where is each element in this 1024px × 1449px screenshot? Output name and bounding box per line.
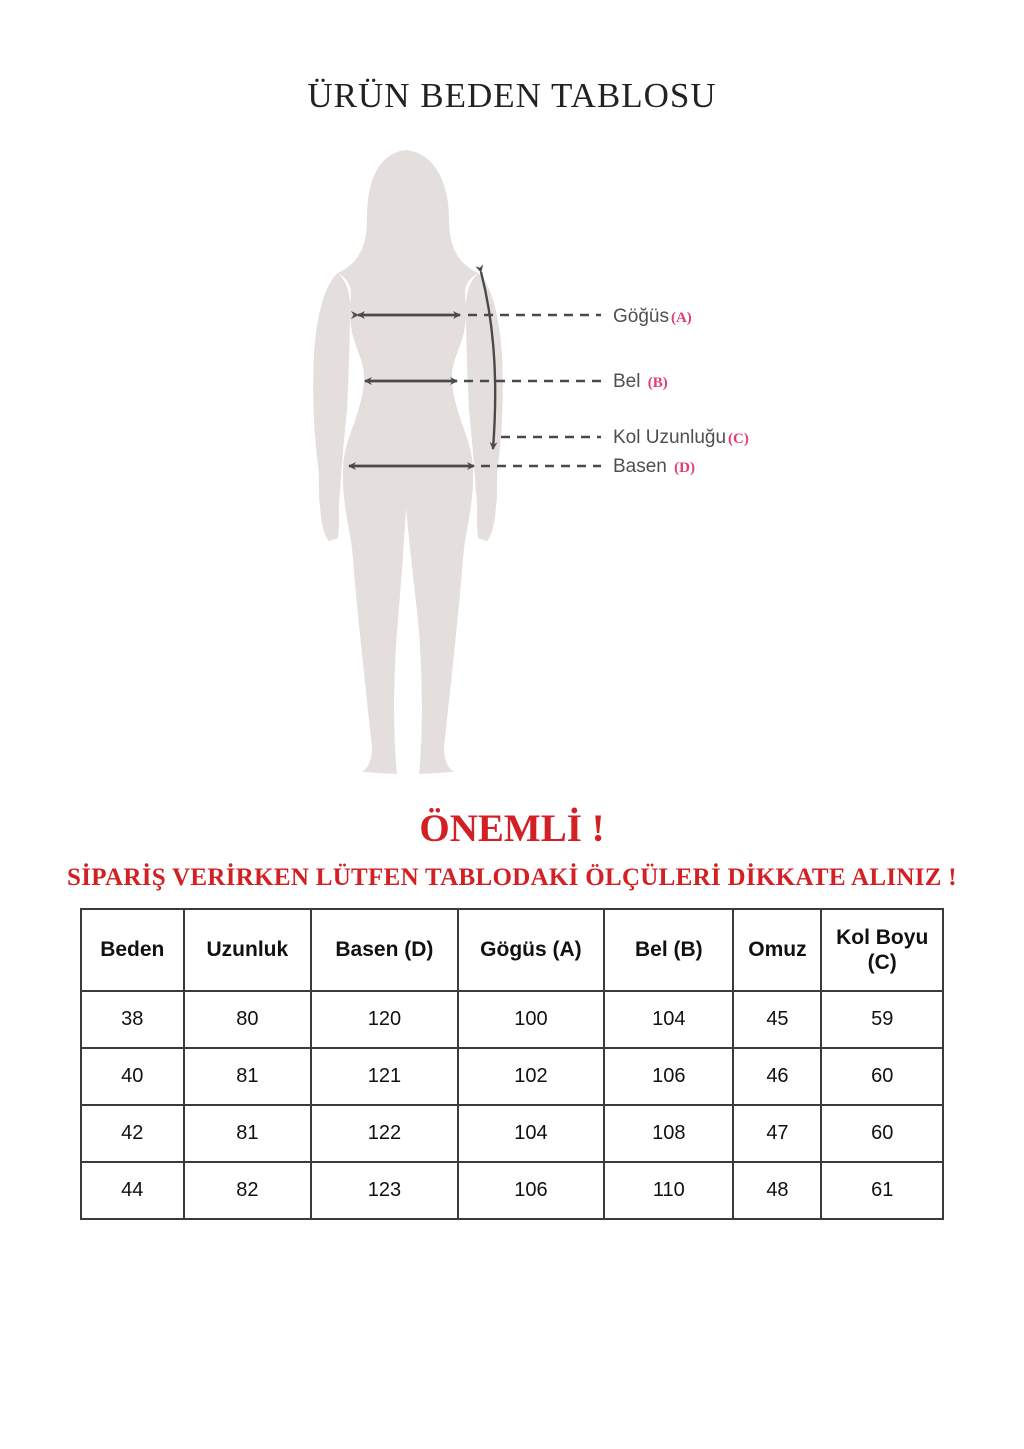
- table-cell: 104: [458, 1105, 605, 1162]
- chest-code: (A): [670, 310, 692, 326]
- table-cell: 60: [821, 1105, 943, 1162]
- table-cell: 81: [184, 1105, 312, 1162]
- table-cell: 61: [821, 1162, 943, 1219]
- table-cell: 123: [311, 1162, 458, 1219]
- table-cell: 80: [184, 991, 312, 1048]
- header-omuz: Omuz: [733, 909, 821, 991]
- table-cell: 46: [733, 1048, 821, 1105]
- table-cell: 110: [604, 1162, 733, 1219]
- waist-label-text: Bel: [613, 371, 641, 392]
- table-cell: 106: [458, 1162, 605, 1219]
- table-row: [81, 991, 943, 1048]
- table-cell: 38: [81, 991, 184, 1048]
- table-cell: 120: [311, 991, 458, 1048]
- table-cell: 108: [604, 1105, 733, 1162]
- table-row: [81, 1105, 943, 1162]
- arm-length-label: [613, 428, 749, 447]
- arm-length-code: (C): [728, 431, 749, 447]
- header-uzunluk: Uzunluk: [184, 909, 312, 991]
- waist-code: (B): [647, 375, 668, 391]
- important-heading: ÖNEMLİ !: [419, 807, 605, 850]
- arm-length-label-text: Kol Uzunluğu: [613, 427, 727, 448]
- header-kol-boyu: Kol Boyu (C): [821, 909, 943, 991]
- table-cell: 81: [184, 1048, 312, 1105]
- table-cell: 82: [184, 1162, 312, 1219]
- table-cell: 60: [821, 1048, 943, 1105]
- table-cell: 104: [604, 991, 733, 1048]
- table-header-row: [81, 909, 943, 991]
- table-cell: 42: [81, 1105, 184, 1162]
- header-beden: Beden: [81, 909, 184, 991]
- hip-code: (D): [674, 460, 695, 476]
- woman-silhouette-icon: [313, 150, 503, 774]
- table-cell: 44: [81, 1162, 184, 1219]
- table-cell: 106: [604, 1048, 733, 1105]
- header-basen: Basen (D): [311, 909, 458, 991]
- table-cell: 48: [733, 1162, 821, 1219]
- table-cell: 47: [733, 1105, 821, 1162]
- table-cell: 100: [458, 991, 605, 1048]
- table-cell: 40: [81, 1048, 184, 1105]
- table-cell: 45: [733, 991, 821, 1048]
- table-cell: 59: [821, 991, 943, 1048]
- chest-label: [613, 307, 692, 326]
- header-bel: Bel (B): [604, 909, 733, 991]
- table-row: [81, 1162, 943, 1219]
- table-row: [81, 1048, 943, 1105]
- waist-label: [613, 372, 668, 391]
- page-title: ÜRÜN BEDEN TABLOSU: [307, 76, 717, 115]
- chest-label-text: Göğüs: [613, 306, 669, 327]
- table-cell: 122: [311, 1105, 458, 1162]
- table-cell: 121: [311, 1048, 458, 1105]
- order-warning-text: SİPARİŞ VERİRKEN LÜTFEN TABLODAKİ ÖLÇÜLERİ DİKKATE ALINIZ !: [67, 864, 957, 891]
- hip-label-text: Basen: [613, 456, 667, 477]
- hip-label: [613, 457, 695, 476]
- table-cell: 102: [458, 1048, 605, 1105]
- header-gogus: Gögüs (A): [458, 909, 605, 991]
- size-table: [80, 908, 944, 1220]
